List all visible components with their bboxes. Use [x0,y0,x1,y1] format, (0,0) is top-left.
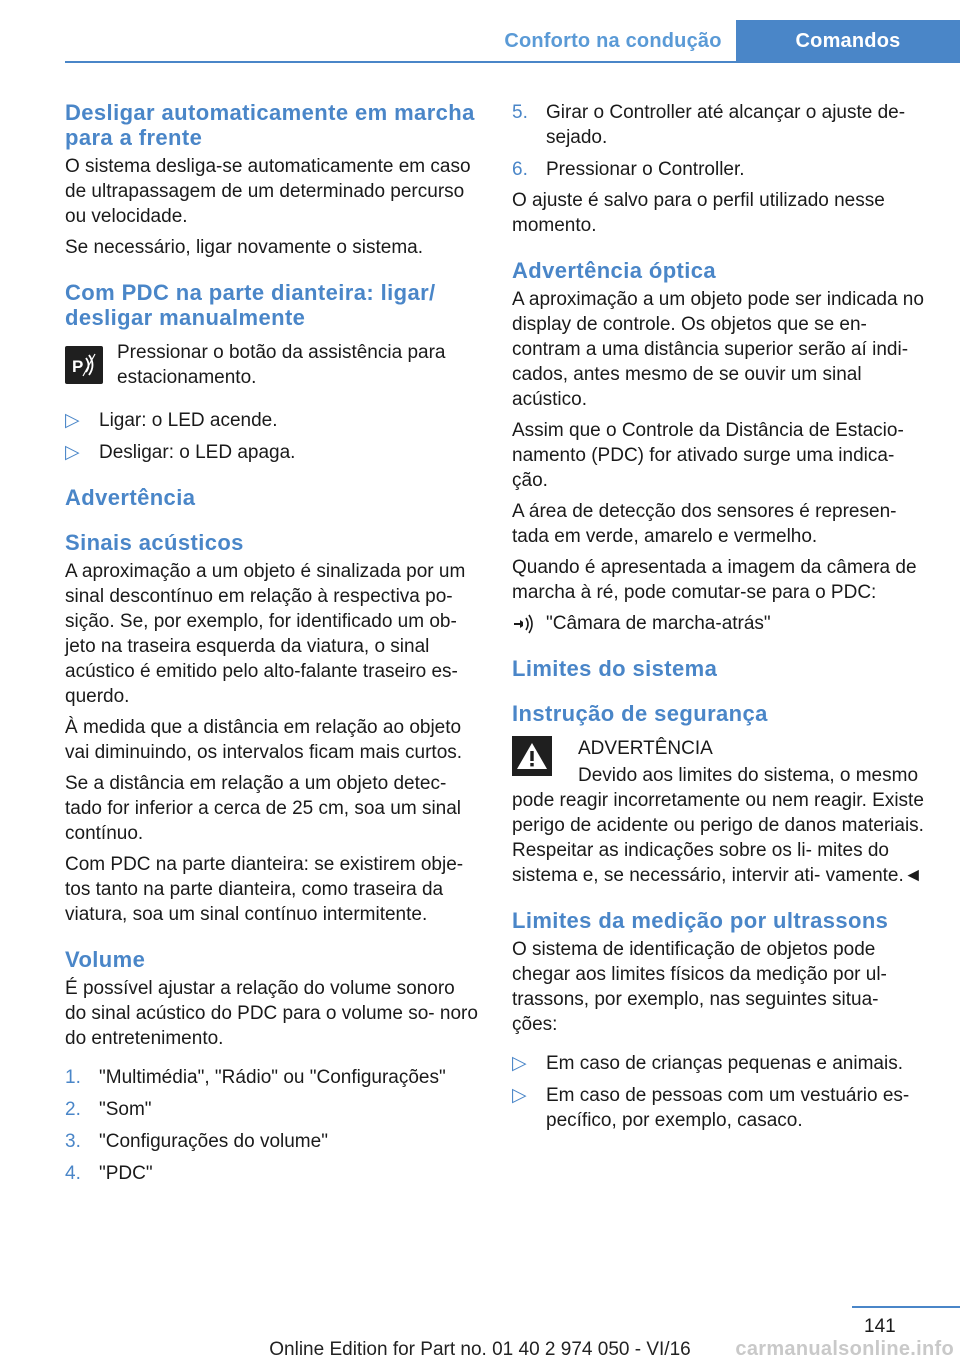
paragraph: A aproximação a um objeto pode ser indicada no display de controle. Os objetos que se en- contram a uma distância superior serão aí indi- cados, antes mesmo de se ouvir um sinal acústico. [512,289,924,410]
parking-assist-icon [65,346,103,384]
paragraph: O sistema desliga-se automaticamente em caso de ultrapassagem de um determinado percurso ou velocidade. [65,156,471,227]
paragraph: A área de detecção dos sensores é represen- tada em verde, amarelo e vermelho. [512,501,897,547]
list-item: 5. Girar o Controller até alcançar o ajuste de- sejado. [512,102,906,148]
header-rule [65,61,960,63]
paragraph: Se a distância em relação a um objeto detec- tado for inferior a cerca de 25 cm, soa um sinal contínuo. [65,773,462,844]
heading-system-limits: Limites do sistema [512,656,718,681]
footer-edition: Online Edition for Part no. 01 40 2 974 050 - VI/16 [269,1339,691,1360]
list-item: ▷ Ligar: o LED acende. [65,410,278,431]
left-column [65,100,478,1186]
heading-optical-warning: Advertência óptica [512,258,717,283]
heading-acoustic-signals: Sinais acústicos [65,530,244,555]
page-header [0,0,960,64]
pdc-button-instruction [65,340,478,390]
heading-volume: Volume [65,947,146,972]
footer-rule [852,1306,960,1308]
paragraph: O ajuste é salvo para o perfil utilizado nesse momento. [512,190,885,236]
warning-text: Devido aos limites do sistema, o mesmo pode reagir incorretamente ou nem reagir. Existe perigo de acidente ou perigo de danos materiais. Respeitar as indicações sobre os li- mites do sistema e, se necessário, intervir ati- vamente.◄ [512,765,924,886]
heading-warning: Advertência [65,485,196,510]
list-item: 1. "Multimédia", "Rádio" ou "Configurações" [65,1067,446,1088]
bullet-triangle-icon: ▷ [65,410,80,431]
paragraph: "Câmara de marcha-atrás" [546,613,771,634]
paragraph: Pressionar o botão da assistência para estacionamento. [117,342,446,388]
header-chapter-tab: Comandos [736,20,960,62]
right-column [512,100,924,1133]
bullet-triangle-icon: ▷ [65,442,80,463]
paragraph: Assim que o Controle da Distância de Estacio- namento (PDC) for ativado surge uma indica- ção. [512,420,904,491]
paragraph: A aproximação a um objeto é sinalizada por um sinal descontínuo em relação à respectiva po- sição. Se, por exemplo, for identificado um ob- jeto na traseira esquerda da viatura, o sinal acústico é emitido pelo alto-falante traseiro es- querdo. [65,561,466,707]
svg-text:P: P [72,357,84,376]
paragraph: À medida que a distância em relação ao objeto vai diminuindo, os intervalos ficam mais curtos. [65,717,463,763]
heading-safety-instruction: Instrução de segurança [512,701,768,726]
list-item: 6. Pressionar o Controller. [512,159,745,180]
paragraph: É possível ajustar a relação do volume sonoro do sinal acústico do PDC para o volume so- noro do entretenimento. [65,978,478,1049]
warning-triangle-icon [512,736,552,776]
camera-menu-item [512,611,924,636]
page-number: 141 [864,1316,896,1337]
header-section-title: Conforto na condução [504,29,722,52]
list-item: ▷ Em caso de pessoas com um vestuário es- pecífico, por exemplo, casaco. [512,1085,910,1131]
list-item: ▷ Desligar: o LED apaga. [65,442,296,463]
list-item: ▷ Em caso de crianças pequenas e animais. [512,1053,903,1074]
paragraph: Com PDC na parte dianteira: se existirem obje- tos tanto na parte dianteira, como traseira da viatura, soa um sinal contínuo intermitente. [65,854,464,925]
situations-bullet-list [512,1051,924,1133]
led-bullet-list [65,408,478,465]
heading-pdc-front-manual: Com PDC na parte dianteira: ligar/ desligar manualmente [65,280,436,330]
adjust-steps-list [512,100,924,182]
paragraph: Quando é apresentada a imagem da câmera de marcha à ré, pode comutar-se para o PDC: [512,557,917,603]
warning-title: ADVERTÊNCIA [578,738,713,759]
pdc-sensor-icon [512,613,546,635]
list-item: 3. "Configurações do volume" [65,1131,328,1152]
bullet-triangle-icon: ▷ [512,1053,527,1074]
list-item: 4. "PDC" [65,1163,153,1184]
paragraph: O sistema de identificação de objetos pode chegar aos limites físicos da medição por ul- trassons, por exemplo, nas seguintes situa- ções: [512,939,887,1035]
list-item: 2. "Som" [65,1099,152,1120]
paragraph: Se necessário, ligar novamente o sistema. [65,237,424,258]
heading-auto-off: Desligar automaticamente em marcha para a frente [65,100,475,150]
volume-steps-list [65,1065,478,1186]
bullet-triangle-icon: ▷ [512,1085,527,1106]
watermark: carmanualsonline.info [735,1338,954,1360]
heading-ultrasound-limits: Limites da medição por ultrassons [512,908,889,933]
